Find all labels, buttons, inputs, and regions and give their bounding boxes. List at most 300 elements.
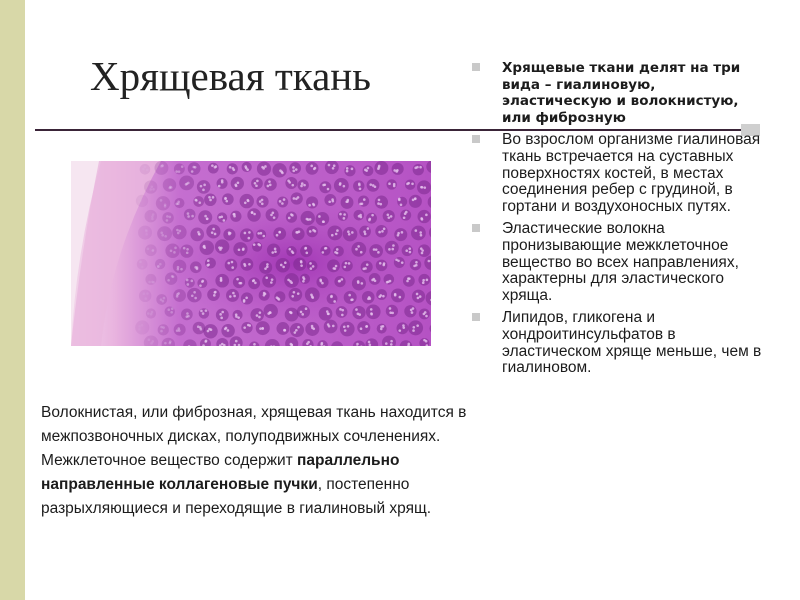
cell-cluster: [197, 278, 207, 288]
cell-nucleus: [301, 182, 304, 185]
cell-nucleus: [369, 297, 372, 300]
cell-nucleus: [295, 197, 298, 200]
cell-cluster: [361, 261, 373, 273]
cell-cluster: [324, 320, 338, 334]
cell-cluster: [333, 246, 344, 257]
cell-nucleus: [152, 213, 155, 216]
cell-nucleus: [220, 279, 223, 282]
cell-nucleus: [205, 309, 208, 312]
cell-cluster: [383, 210, 395, 222]
cell-cluster: [276, 258, 290, 272]
cell-cluster: [297, 179, 308, 190]
cell-nucleus: [263, 294, 266, 297]
cell-nucleus: [244, 165, 247, 168]
cell-nucleus: [162, 326, 165, 329]
cell-nucleus: [325, 247, 328, 250]
cell-nucleus: [364, 267, 367, 270]
cell-nucleus: [176, 293, 179, 296]
cell-nucleus: [209, 199, 212, 202]
cell-cluster: [157, 226, 172, 241]
cell-nucleus: [309, 218, 312, 221]
cell-nucleus: [345, 200, 348, 203]
cell-nucleus: [348, 294, 351, 297]
cell-nucleus: [336, 252, 339, 255]
cell-nucleus: [288, 217, 291, 220]
cell-nucleus: [138, 325, 141, 328]
cell-nucleus: [398, 198, 401, 201]
cell-nucleus: [421, 186, 424, 189]
cell-nucleus: [253, 343, 256, 346]
cell-nucleus: [336, 248, 339, 251]
cell-nucleus: [409, 251, 412, 254]
cell-nucleus: [191, 215, 194, 218]
cell-cluster: [145, 244, 157, 256]
cell-nucleus: [151, 311, 154, 314]
cell-cluster: [226, 289, 239, 302]
cell-nucleus: [264, 165, 267, 168]
cell-nucleus: [283, 198, 286, 201]
cell-nucleus: [408, 277, 411, 280]
cell-nucleus: [343, 185, 346, 188]
cell-nucleus: [297, 326, 300, 329]
cell-nucleus: [238, 248, 241, 251]
cell-nucleus: [347, 230, 350, 233]
cell-nucleus: [261, 202, 264, 205]
cell-cluster: [173, 289, 186, 302]
cell-nucleus: [191, 294, 194, 297]
cell-nucleus: [291, 295, 294, 298]
cell-nucleus: [259, 327, 262, 330]
cell-cluster: [327, 293, 338, 304]
cell-nucleus: [358, 215, 361, 218]
cell-nucleus: [336, 229, 339, 232]
bullet-marker-icon: [472, 135, 480, 143]
cell-nucleus: [322, 220, 325, 223]
cell-cluster: [357, 321, 370, 334]
cell-nucleus: [255, 184, 258, 187]
cell-nucleus: [388, 248, 391, 251]
cell-nucleus: [142, 168, 145, 171]
cell-cluster: [394, 228, 407, 241]
cell-cluster: [156, 196, 170, 210]
cell-nucleus: [159, 263, 162, 266]
cell-cluster: [200, 240, 215, 255]
cell-cluster: [163, 178, 177, 192]
cell-nucleus: [345, 262, 348, 265]
cell-nucleus: [267, 185, 270, 188]
cell-cluster: [320, 245, 330, 255]
cell-nucleus: [344, 329, 347, 332]
bullet-text: Хрящевые ткани делят на три вида – гиалиновую, эластическую и волокнистую, или фиброзную: [502, 60, 741, 126]
cell-nucleus: [176, 329, 179, 332]
cell-nucleus: [160, 330, 163, 333]
cell-cluster: [165, 244, 179, 258]
cell-nucleus: [412, 329, 415, 332]
cell-nucleus: [367, 227, 370, 230]
cell-cluster: [284, 273, 299, 288]
cell-nucleus: [412, 326, 415, 329]
cell-nucleus: [375, 248, 378, 251]
cell-nucleus: [364, 169, 367, 172]
cell-cluster: [417, 210, 430, 223]
cell-nucleus: [287, 179, 290, 182]
cell-nucleus: [305, 307, 308, 310]
cell-nucleus: [419, 166, 422, 169]
cell-nucleus: [367, 167, 370, 170]
cell-cluster: [292, 228, 305, 241]
cell-nucleus: [214, 233, 217, 236]
cell-nucleus: [191, 170, 194, 173]
cell-nucleus: [212, 196, 215, 199]
cell-nucleus: [261, 166, 264, 169]
cell-nucleus: [368, 341, 371, 344]
cell-nucleus: [244, 201, 247, 204]
cell-nucleus: [261, 199, 264, 202]
cell-nucleus: [193, 291, 196, 294]
cell-nucleus: [322, 184, 325, 187]
cell-cluster: [409, 195, 422, 208]
cell-nucleus: [256, 314, 259, 317]
cell-cluster: [172, 225, 186, 239]
cell-nucleus: [369, 183, 372, 186]
cell-nucleus: [327, 313, 330, 316]
cell-cluster: [375, 196, 388, 209]
cell-nucleus: [425, 315, 428, 318]
cell-nucleus: [152, 188, 155, 191]
cell-nucleus: [278, 298, 281, 301]
cell-nucleus: [357, 313, 360, 316]
cell-nucleus: [148, 281, 151, 284]
cell-nucleus: [390, 215, 393, 218]
cell-nucleus: [186, 279, 189, 282]
cell-nucleus: [422, 281, 425, 284]
cell-cluster: [240, 228, 254, 242]
cell-cluster: [233, 242, 247, 256]
cell-cluster: [222, 193, 234, 205]
cell-cluster: [351, 242, 366, 257]
cell-nucleus: [403, 216, 406, 219]
fibrous-cartilage-paragraph: [41, 401, 481, 521]
cell-nucleus: [266, 266, 269, 269]
cell-nucleus: [247, 200, 250, 203]
cell-nucleus: [233, 295, 236, 298]
cell-nucleus: [202, 312, 205, 315]
cell-nucleus: [160, 231, 163, 234]
cell-nucleus: [198, 233, 201, 236]
cell-cluster: [293, 258, 306, 271]
cell-nucleus: [218, 185, 221, 188]
cell-cluster: [319, 181, 331, 193]
cell-cluster: [418, 244, 431, 257]
cell-nucleus: [293, 197, 296, 200]
cell-nucleus: [335, 233, 338, 236]
cell-nucleus: [253, 213, 256, 216]
cell-nucleus: [411, 311, 414, 314]
cell-nucleus: [238, 282, 241, 285]
bullet-item: [468, 221, 768, 304]
cell-nucleus: [224, 197, 227, 200]
cell-nucleus: [300, 260, 303, 263]
cell-nucleus: [202, 189, 205, 192]
cell-nucleus: [266, 263, 269, 266]
cell-nucleus: [300, 311, 303, 314]
cell-nucleus: [339, 213, 342, 216]
cell-nucleus: [327, 188, 330, 191]
cell-nucleus: [253, 279, 256, 282]
cell-cluster: [262, 274, 276, 288]
cell-cluster: [273, 227, 286, 240]
cell-nucleus: [187, 182, 190, 185]
cell-cluster: [405, 179, 415, 189]
cell-nucleus: [150, 342, 153, 345]
cell-nucleus: [414, 167, 417, 170]
cell-nucleus: [420, 234, 423, 237]
cell-nucleus: [378, 231, 381, 234]
cell-nucleus: [331, 198, 334, 201]
cell-nucleus: [343, 266, 346, 269]
cell-nucleus: [331, 234, 334, 237]
cell-nucleus: [164, 235, 167, 238]
cell-nucleus: [408, 247, 411, 250]
cell-nucleus: [382, 264, 385, 267]
cell-cluster: [162, 212, 173, 223]
bullet-marker-icon: [472, 313, 480, 321]
cell-nucleus: [310, 165, 313, 168]
cell-nucleus: [308, 204, 311, 207]
cell-nucleus: [243, 299, 246, 302]
cell-nucleus: [186, 248, 189, 251]
cell-nucleus: [388, 216, 391, 219]
cell-nucleus: [330, 295, 333, 298]
cell-nucleus: [311, 296, 314, 299]
cell-nucleus: [298, 230, 301, 233]
cell-cluster: [374, 161, 388, 175]
cell-nucleus: [290, 343, 293, 346]
cell-nucleus: [422, 279, 425, 282]
cell-nucleus: [292, 170, 295, 173]
cell-cluster: [173, 260, 187, 274]
cell-nucleus: [278, 231, 281, 234]
cell-nucleus: [271, 278, 274, 281]
cell-nucleus: [180, 268, 183, 271]
cell-cluster: [251, 178, 263, 190]
bullet-item: [468, 310, 768, 376]
cartilage-micrograph: [71, 161, 431, 346]
cell-nucleus: [187, 215, 190, 218]
cell-cluster: [403, 275, 415, 287]
cell-nucleus: [398, 329, 401, 332]
cell-cluster: [208, 163, 219, 174]
cell-cluster: [216, 308, 229, 321]
cell-nucleus: [406, 280, 409, 283]
cell-nucleus: [327, 323, 330, 326]
cell-nucleus: [361, 282, 364, 285]
cell-nucleus: [235, 315, 238, 318]
cell-nucleus: [169, 216, 172, 219]
cell-nucleus: [211, 164, 214, 167]
cell-cluster: [336, 306, 348, 318]
cell-nucleus: [194, 266, 197, 269]
cell-nucleus: [371, 214, 374, 217]
cell-cluster: [277, 196, 288, 207]
cell-cluster: [366, 304, 381, 319]
cell-cluster: [300, 245, 312, 257]
cell-cluster: [203, 324, 217, 338]
cell-nucleus: [341, 278, 344, 281]
cell-nucleus: [146, 292, 149, 295]
cell-nucleus: [328, 200, 331, 203]
cell-nucleus: [300, 185, 303, 188]
cell-nucleus: [207, 330, 210, 333]
cell-nucleus: [291, 184, 294, 187]
cell-nucleus: [194, 297, 197, 300]
cell-nucleus: [244, 232, 247, 235]
cell-nucleus: [185, 183, 188, 186]
cell-nucleus: [361, 202, 364, 205]
cell-nucleus: [265, 276, 268, 279]
cell-nucleus: [372, 184, 375, 187]
cell-nucleus: [276, 234, 279, 237]
cell-nucleus: [195, 199, 198, 202]
cell-nucleus: [350, 299, 353, 302]
cell-nucleus: [370, 308, 373, 311]
cell-nucleus: [176, 229, 179, 232]
cell-nucleus: [161, 234, 164, 237]
cell-nucleus: [290, 312, 293, 315]
cell-nucleus: [389, 307, 392, 310]
cell-nucleus: [229, 295, 232, 298]
cell-nucleus: [254, 182, 257, 185]
cell-nucleus: [144, 165, 147, 168]
cell-nucleus: [423, 313, 426, 316]
cell-nucleus: [377, 251, 380, 254]
cell-nucleus: [151, 218, 154, 221]
cell-nucleus: [161, 165, 164, 168]
cell-nucleus: [370, 313, 373, 316]
cell-nucleus: [318, 215, 321, 218]
cell-cluster: [135, 320, 149, 334]
cell-nucleus: [348, 233, 351, 236]
cell-nucleus: [346, 170, 349, 173]
cell-cluster: [391, 288, 405, 302]
cell-nucleus: [378, 166, 381, 169]
cell-cluster: [188, 162, 201, 175]
cell-nucleus: [167, 308, 170, 311]
cell-nucleus: [140, 199, 143, 202]
cell-nucleus: [257, 232, 260, 235]
cell-nucleus: [391, 248, 394, 251]
cell-nucleus: [233, 168, 236, 171]
cell-nucleus: [245, 296, 248, 299]
cell-cluster: [327, 259, 340, 272]
cell-cluster: [385, 241, 399, 255]
cell-nucleus: [268, 180, 271, 183]
cell-nucleus: [379, 262, 382, 265]
cell-nucleus: [363, 230, 366, 233]
cell-cluster: [352, 306, 365, 319]
cell-nucleus: [386, 281, 389, 284]
cell-nucleus: [212, 228, 215, 231]
cell-nucleus: [414, 197, 417, 200]
cell-nucleus: [225, 200, 228, 203]
cell-nucleus: [312, 265, 315, 268]
cell-nucleus: [395, 170, 398, 173]
cell-nucleus: [309, 262, 312, 265]
cell-cluster: [384, 274, 395, 285]
cell-nucleus: [273, 216, 276, 219]
cell-nucleus: [269, 184, 272, 187]
cell-nucleus: [397, 232, 400, 235]
cell-cluster: [344, 291, 357, 304]
cell-nucleus: [378, 199, 381, 202]
cell-nucleus: [164, 204, 167, 207]
cell-nucleus: [186, 251, 189, 254]
cell-cluster: [252, 242, 262, 252]
cell-nucleus: [203, 245, 206, 248]
cell-nucleus: [388, 182, 391, 185]
cell-nucleus: [271, 251, 274, 254]
cell-cluster: [225, 259, 238, 272]
cell-nucleus: [302, 276, 305, 279]
cell-cluster: [190, 228, 204, 242]
cell-nucleus: [297, 292, 300, 295]
cell-cluster: [358, 196, 369, 207]
cell-nucleus: [215, 165, 218, 168]
cell-nucleus: [343, 213, 346, 216]
cell-nucleus: [243, 263, 246, 266]
cell-cluster: [165, 272, 177, 284]
cell-nucleus: [291, 214, 294, 217]
cell-cluster: [276, 322, 289, 335]
cell-nucleus: [346, 167, 349, 170]
cell-nucleus: [365, 325, 368, 328]
cell-nucleus: [290, 281, 293, 284]
cell-nucleus: [420, 247, 423, 250]
cell-nucleus: [163, 297, 166, 300]
cell-cluster: [241, 322, 252, 333]
cell-nucleus: [200, 185, 203, 188]
cell-nucleus: [254, 282, 257, 285]
cell-cluster: [306, 196, 318, 208]
cell-nucleus: [348, 262, 351, 265]
cell-nucleus: [283, 329, 286, 332]
cell-nucleus: [295, 329, 298, 332]
cell-nucleus: [224, 328, 227, 331]
cell-nucleus: [312, 229, 315, 232]
cell-nucleus: [253, 243, 256, 246]
cell-cluster: [404, 305, 416, 317]
cell-nucleus: [208, 196, 211, 199]
cell-nucleus: [246, 168, 249, 171]
cell-nucleus: [410, 309, 413, 312]
cell-nucleus: [305, 252, 308, 255]
cell-cluster: [184, 209, 196, 221]
cell-nucleus: [274, 250, 277, 253]
cell-nucleus: [339, 308, 342, 311]
cell-nucleus: [170, 311, 173, 314]
cell-cluster: [289, 288, 303, 302]
cell-nucleus: [170, 250, 173, 253]
cell-nucleus: [145, 230, 148, 233]
cell-nucleus: [338, 280, 341, 283]
cell-nucleus: [151, 249, 154, 252]
cell-nucleus: [405, 249, 408, 252]
cell-nucleus: [399, 296, 402, 299]
cell-nucleus: [382, 295, 385, 298]
cell-nucleus: [390, 343, 393, 346]
cell-nucleus: [186, 312, 189, 315]
cell-nucleus: [143, 292, 146, 295]
